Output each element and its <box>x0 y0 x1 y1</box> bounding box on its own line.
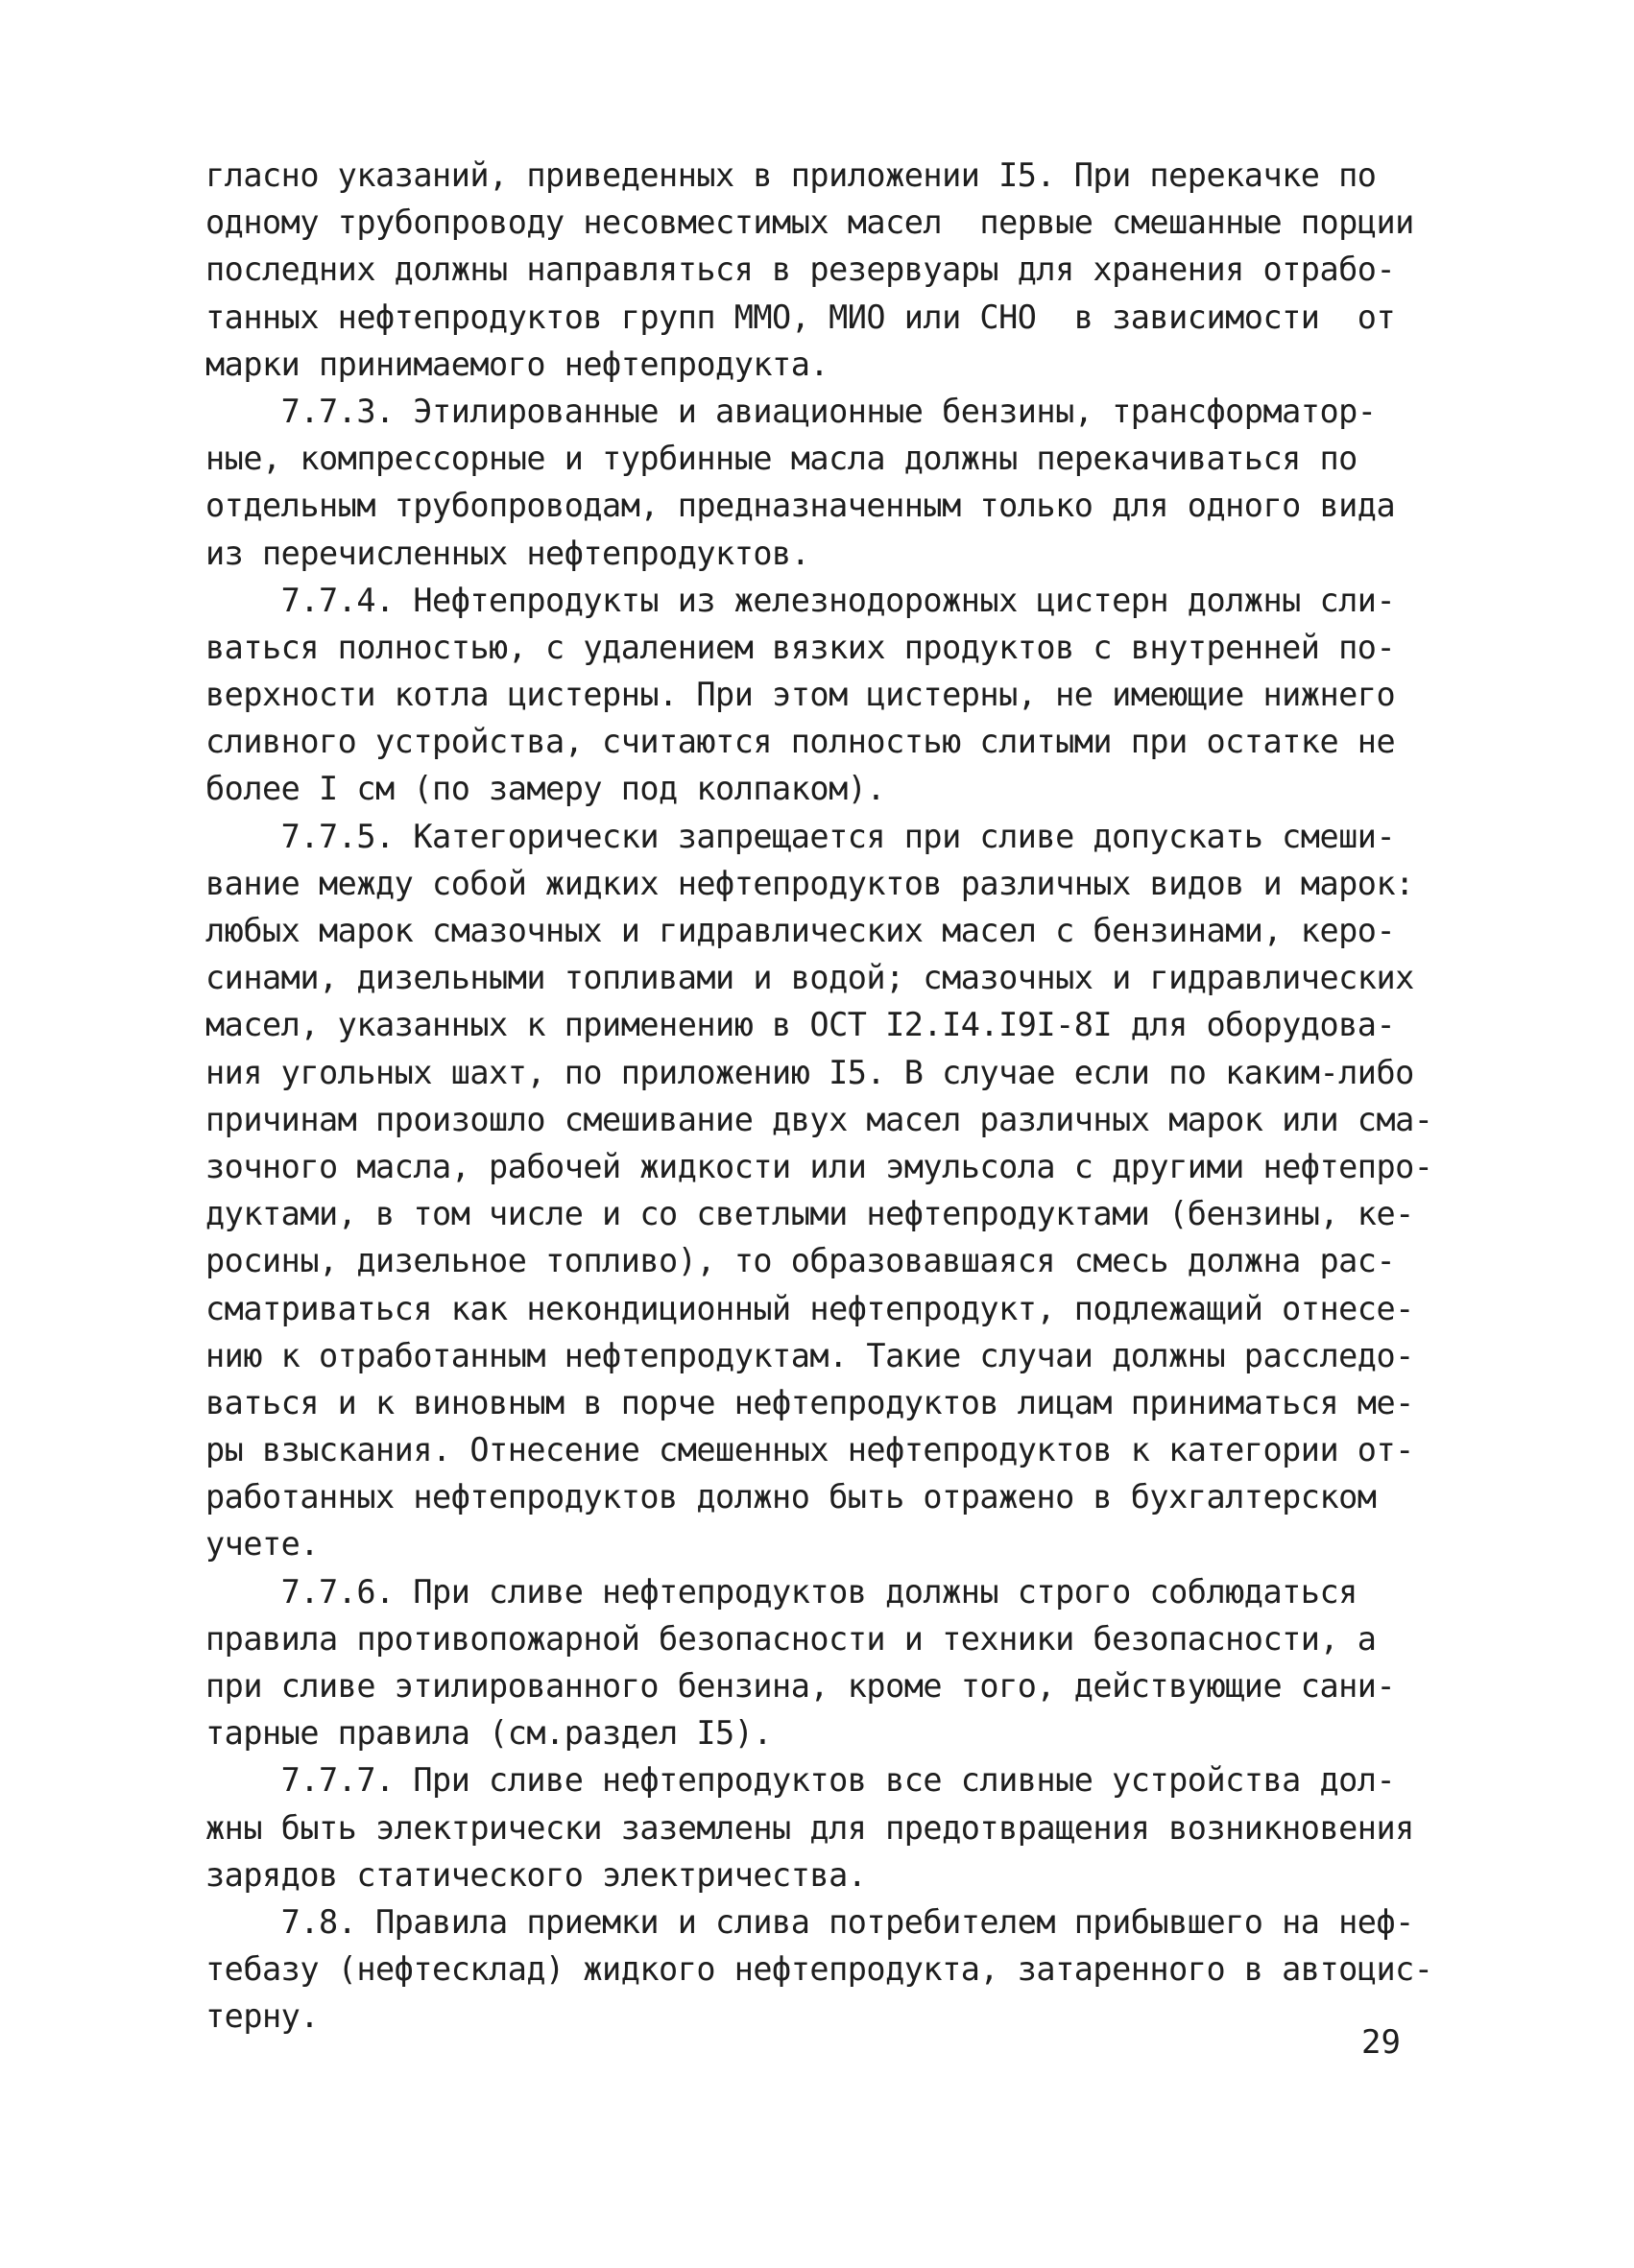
text-line: терну. <box>205 1997 320 2036</box>
text-line: 7.7.7. При сливе нефтепродуктов все сливные устройства дол- <box>205 1761 1396 1800</box>
text-line: ваться полностью, с удалением вязких продуктов с внутренней по- <box>205 628 1396 666</box>
text-line: синами, дизельными топливами и водой; смазочных и гидравлических <box>205 959 1414 997</box>
page-number: 29 <box>1361 2023 1401 2062</box>
text-line: ные, компрессорные и турбинные масла должны перекачиваться по <box>205 440 1358 478</box>
text-line: при сливе этилированного бензина, кроме того, действующие сани- <box>205 1667 1396 1705</box>
text-line: марки принимаемого нефтепродукта. <box>205 345 829 383</box>
text-line: сматриваться как некондиционный нефтепродукт, подлежащий отнесе- <box>205 1289 1414 1327</box>
text-line: ваться и к виновным в порче нефтепродуктов лицам приниматься ме- <box>205 1383 1414 1421</box>
text-line: последних должны направляться в резервуары для хранения отрабо- <box>205 251 1396 289</box>
text-line: 7.7.5. Категорически запрещается при сливе допускать смеши- <box>205 817 1396 855</box>
text-line: любых марок смазочных и гидравлических масел с бензинами, керо- <box>205 912 1396 949</box>
text-line: одному трубопроводу несовместимых масел первые смешанные порции <box>205 203 1414 242</box>
text-line: тарные правила (см.раздел I5). <box>205 1714 773 1753</box>
text-line: из перечисленных нефтепродуктов. <box>205 534 810 572</box>
text-line: тебазу (нефтесклад) жидкого нефтепродукта, затаренного в автоцис- <box>205 1950 1433 1989</box>
text-line: росины, дизельное топливо), то образовавшаяся смесь должна рас- <box>205 1242 1396 1280</box>
text-line: 7.8. Правила приемки и слива потребителем прибывшего на неф- <box>205 1902 1414 1941</box>
text-line: работанных нефтепродуктов должно быть отражено в бухгалтерском <box>205 1478 1377 1516</box>
text-line: отдельным трубопроводам, предназначенным только для одного вида <box>205 487 1396 525</box>
body-text <box>205 152 1454 2041</box>
text-line: ры взыскания. Отнесение смешенных нефтепродуктов к категории от- <box>205 1431 1414 1469</box>
text-line: жны быть электрически заземлены для предотвращения возникновения <box>205 1808 1414 1847</box>
text-line: ния угольных шахт, по приложению I5. В случае если по каким-либо <box>205 1053 1414 1091</box>
text-line: 7.7.4. Нефтепродукты из железнодорожных цистерн должны сли- <box>205 581 1396 619</box>
text-line: правила противопожарной безопасности и техники безопасности, а <box>205 1619 1377 1658</box>
text-line: масел, указанных к применению в ОСТ I2.I4.I9I-8I для оборудова- <box>205 1006 1396 1044</box>
text-line: 7.7.6. При сливе нефтепродуктов должны строго соблюдаться <box>205 1572 1358 1611</box>
text-line: причинам произошло смешивание двух масел различных марок или сма- <box>205 1100 1433 1138</box>
text-line: зочного масла, рабочей жидкости или эмульсола с другими нефтепро- <box>205 1147 1433 1185</box>
text-line: гласно указаний, приведенных в приложении I5. При перекачке по <box>205 156 1377 194</box>
text-line: сливного устройства, считаются полностью слитыми при остатке не <box>205 723 1396 761</box>
text-line: более I см (по замеру под колпаком). <box>205 770 886 808</box>
text-line: вание между собой жидких нефтепродуктов различных видов и марок: <box>205 864 1414 902</box>
text-line: учете. <box>205 1525 320 1564</box>
text-line: дуктами, в том числе и со светлыми нефтепродуктами (бензины, ке- <box>205 1195 1414 1233</box>
text-line: нию к отработанным нефтепродуктам. Такие случаи должны расследо- <box>205 1336 1414 1374</box>
text-line: верхности котла цистерны. При этом цистерны, не имеющие нижнего <box>205 676 1396 714</box>
text-line: 7.7.3. Этилированные и авиационные бензины, трансформатор- <box>205 392 1377 430</box>
text-line: танных нефтепродуктов групп ММО, МИО или СНО в зависимости от <box>205 298 1396 336</box>
text-line: зарядов статического электричества. <box>205 1855 867 1894</box>
